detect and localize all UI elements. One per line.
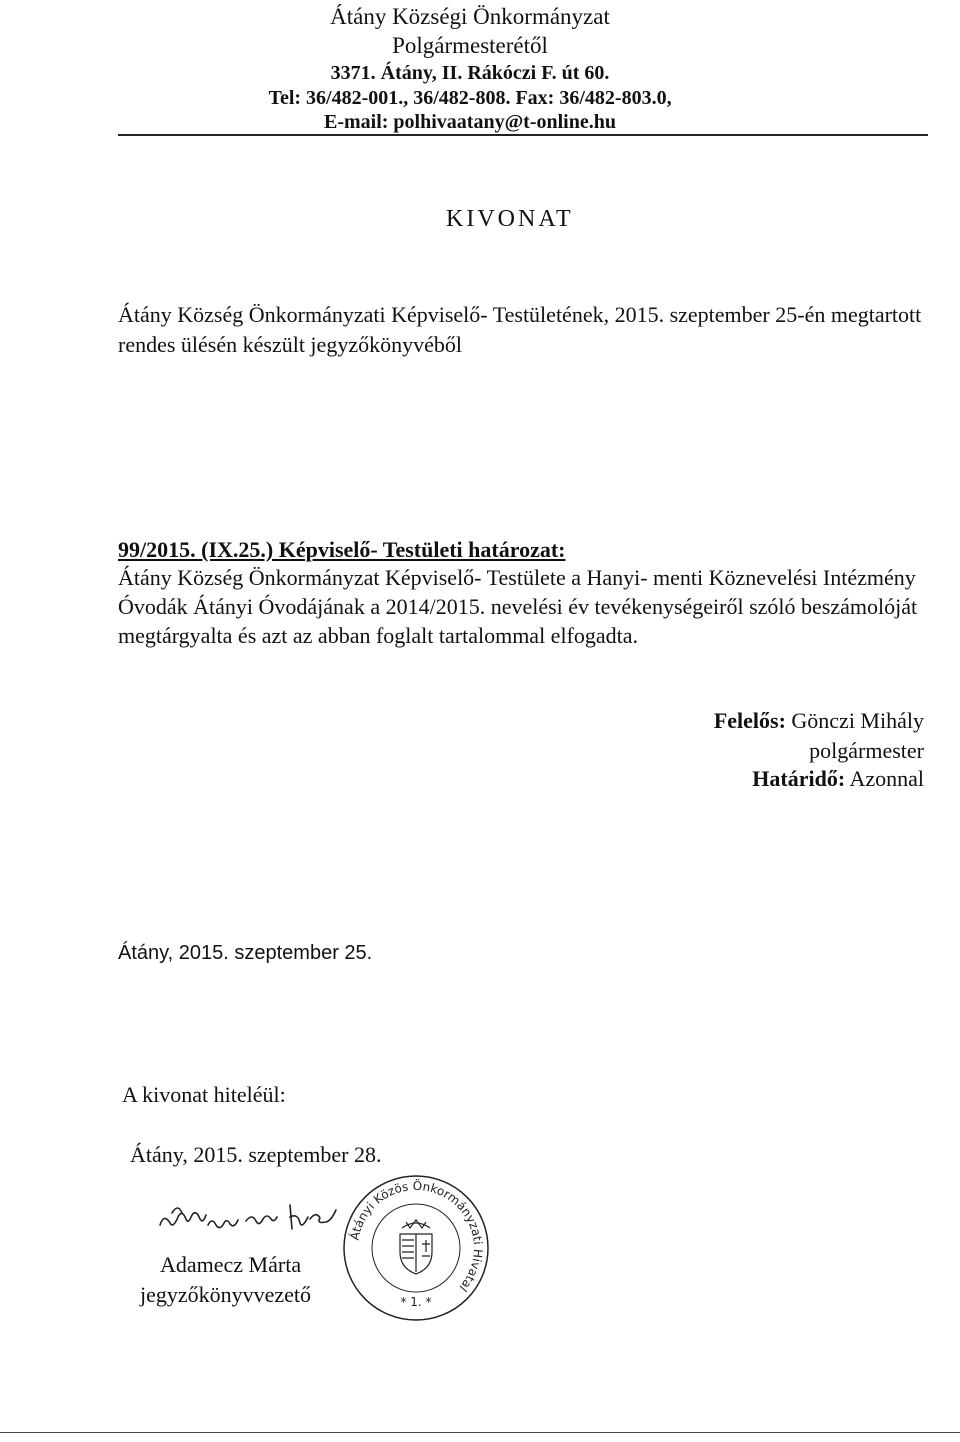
- certification-label: A kivonat hiteléül:: [122, 1082, 286, 1107]
- certification-date: Átány, 2015. szeptember 28.: [130, 1142, 382, 1167]
- responsible-name: Gönczi Mihály: [791, 708, 924, 733]
- responsible-label: Felelős:: [713, 708, 786, 733]
- meeting-date: Átány, 2015. szeptember 25.: [118, 942, 373, 964]
- signatory-name: Adamecz Márta: [160, 1252, 302, 1277]
- resolution-body: Átány Község Önkormányzat Képviselő- Testülete a Hanyi- menti Köznevelési Intézmény Óvodák Átányi Óvodájának a 2014/2015. nevelési év tevékenységeiről szóló beszámolóját megtárgyalta és azt az abban foglalt tartalommal elfogadta.: [118, 565, 918, 648]
- intro-paragraph: Átány Község Önkormányzati Képviselő- Testületének, 2015. szeptember 25-én megtartott rendes ülésén készült jegyzőkönyvéből: [118, 302, 922, 357]
- signatory-role: jegyzőkönyvvezető: [140, 1282, 312, 1307]
- responsible-line: [714, 708, 924, 734]
- letterhead-office: Polgármesterétől: [392, 33, 548, 58]
- letterhead-org: Átány Községi Önkormányzat: [330, 4, 610, 29]
- letterhead-phone: Tel: 36/482-001., 36/482-808. Fax: 36/482-803.0,: [268, 87, 672, 109]
- deadline-value: Azonnal: [849, 766, 924, 791]
- document-title: KIVONAT: [446, 206, 574, 232]
- resolution-heading: 99/2015. (IX.25.) Képviselő- Testületi határozat:: [118, 537, 566, 562]
- deadline-label: Határidő:: [752, 766, 846, 791]
- svg-text:* 1. *: * 1. *: [400, 1295, 432, 1309]
- svg-text:Átányi Közös Önkormányzati Hiv: Átányi Közös Önkormányzati Hivatal: [347, 1178, 486, 1295]
- letterhead-email: E-mail: polhivaatany@t-online.hu: [324, 111, 616, 133]
- handwritten-signature: [150, 1195, 350, 1245]
- bottom-rule: [0, 1432, 960, 1433]
- official-stamp: [336, 1168, 496, 1328]
- letterhead-divider: [118, 134, 928, 136]
- letterhead-address: 3371. Átány, II. Rákóczi F. út 60.: [330, 62, 610, 84]
- responsible-role: polgármester: [809, 738, 924, 763]
- deadline-line: [752, 766, 924, 792]
